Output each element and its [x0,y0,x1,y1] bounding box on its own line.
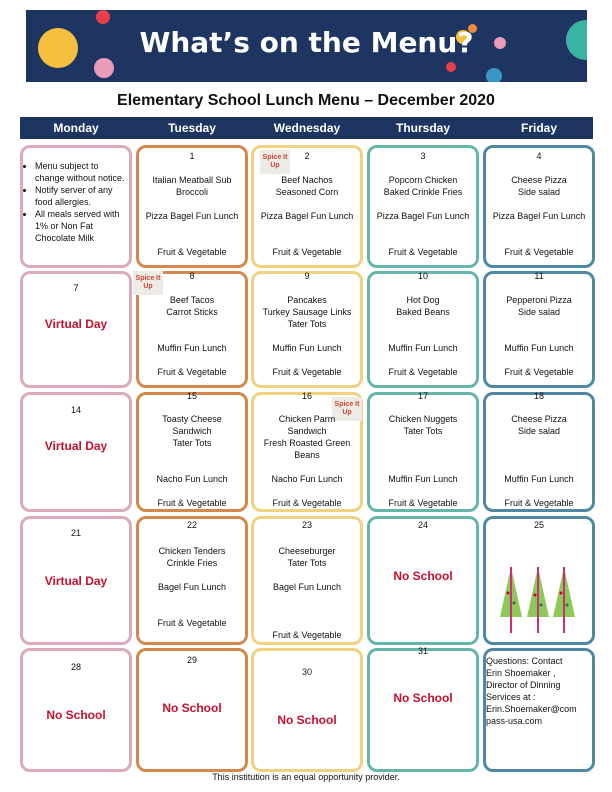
fruit-veg: Fruit & Vegetable [388,247,458,257]
day-cell [483,145,595,268]
contact-line: Director of Dinning [486,680,561,690]
entree: Cheese Pizza [511,175,567,185]
date-number: 17 [417,391,428,401]
entree: Cheeseburger [278,546,336,556]
side: Beans [294,450,320,460]
no-school-label: No School [277,713,337,727]
entree: Sandwich [287,426,327,436]
fruit-veg: Fruit & Vegetable [157,618,227,628]
entree: Pepperoni Pizza [506,295,572,305]
date-number: 18 [533,391,544,401]
day-cell [483,271,595,388]
side: Tater Tots [287,558,327,568]
date-number: 3 [420,151,426,161]
day-cell [20,516,132,645]
date-number: 21 [70,528,81,538]
fun-lunch: Muffin Fun Lunch [504,343,574,353]
fruit-veg: Fruit & Vegetable [504,367,574,377]
fun-lunch: Pizza Bagel Fun Lunch [492,211,586,221]
notes-list [23,160,129,244]
fun-lunch: Pizza Bagel Fun Lunch [145,211,239,221]
side: Side salad [517,307,561,317]
side: Turkey Sausage Links [262,307,352,317]
decor-dot [94,58,114,78]
day-cell [367,648,479,772]
day-cell [367,392,479,512]
date-number: 25 [533,520,544,530]
fruit-veg: Fruit & Vegetable [272,367,342,377]
footer-note: This institution is an equal opportunity provider. [212,772,400,782]
date-number: 16 [301,391,312,401]
day-friday: Friday [520,121,557,135]
date-number: 24 [417,520,428,530]
fun-lunch: Pizza Bagel Fun Lunch [260,211,354,221]
day-cell [136,145,248,268]
day-cell [251,392,363,512]
date-number: 28 [70,662,81,672]
date-number: 2 [304,151,310,161]
day-cell [136,516,248,645]
spice-it-up-badge: Spice It Up [260,150,290,174]
side: Seasoned Corn [275,187,339,197]
entree: Cheese Pizza [511,414,567,424]
day-cell [251,271,363,388]
spice-it-up-badge: Spice It Up [332,397,362,421]
date-number: 30 [301,667,312,677]
fun-lunch: Nacho Fun Lunch [271,474,343,484]
day-wednesday: Wednesday [273,121,341,135]
fun-lunch: Bagel Fun Lunch [157,582,227,592]
note-item: • Notify server of any food allergies. [35,184,129,208]
no-school-label: No School [46,708,106,722]
no-school-label: No School [393,691,453,705]
fun-lunch: Muffin Fun Lunch [388,474,458,484]
contact-line: Questions: Contact [486,656,563,666]
note-item: • Menu subject to change without notice. [35,160,129,184]
fruit-veg: Fruit & Vegetable [272,630,342,640]
side: Side salad [517,187,561,197]
christmas-trees-image [498,563,578,635]
side: Baked Crinkle Fries [383,187,463,197]
entree: Chicken Tenders [158,546,226,556]
date-number: 8 [189,271,195,281]
date-number: 31 [417,646,428,656]
side: Fresh Roasted Green [263,438,351,448]
weekday-header [20,117,593,139]
day-cell [20,392,132,512]
no-school-label: No School [162,701,222,715]
date-number: 10 [417,271,428,281]
day-cell [136,392,248,512]
day-cell [367,271,479,388]
contact-info [486,651,592,727]
day-thursday: Thursday [395,121,450,135]
entree: Hot Dog [406,295,440,305]
side: Tater Tots [287,319,327,329]
entree: Italian Meatball Sub [152,175,232,185]
fruit-veg: Fruit & Vegetable [272,247,342,257]
entree: Popcorn Chicken [388,175,458,185]
side: Broccoli [175,187,208,197]
date-number: 14 [70,405,81,415]
decor-dot [486,68,502,82]
virtual-day-label: Virtual Day [44,439,108,453]
date-number: 22 [186,520,197,530]
entree: Sandwich [172,426,212,436]
side: Carrot Sticks [166,307,218,317]
fun-lunch: Muffin Fun Lunch [504,474,574,484]
fruit-veg: Fruit & Vegetable [157,367,227,377]
decor-dot [96,10,110,24]
tree-icon [500,567,522,633]
day-monday: Monday [53,121,99,135]
tree-icon [527,567,549,633]
virtual-day-label: Virtual Day [44,574,108,588]
side: Tater Tots [403,426,443,436]
entree: Beef Tacos [169,295,215,305]
fun-lunch: Bagel Fun Lunch [272,582,342,592]
contact-email[interactable]: pass-usa.com [486,716,543,726]
date-number: 11 [534,271,544,281]
entree: Beef Nachos [281,175,333,185]
no-school-label: No School [393,569,453,583]
banner [26,10,587,82]
contact-cell [483,648,595,772]
date-number: 15 [186,391,197,401]
fruit-veg: Fruit & Vegetable [388,498,458,508]
note-item: • All meals served with 1% or Non Fat Chocolate Milk [35,208,129,244]
spice-it-up-badge: Spice It Up [133,271,163,295]
side: Crinkle Fries [166,558,218,568]
virtual-day-label: Virtual Day [44,317,108,331]
fruit-veg: Fruit & Vegetable [504,498,574,508]
day-cell [136,271,248,388]
contact-line: Erin Shoemaker , [486,668,556,678]
side: Side salad [517,426,561,436]
decor-dot [446,62,456,72]
day-cell [136,648,248,772]
day-cell [367,145,479,268]
fun-lunch: Muffin Fun Lunch [157,343,227,353]
fun-lunch: Muffin Fun Lunch [388,343,458,353]
contact-line: Services at : [486,692,536,702]
side: Baked Beans [396,307,450,317]
entree: Chicken Nuggets [388,414,458,424]
day-cell [251,145,363,268]
fruit-veg: Fruit & Vegetable [272,498,342,508]
day-cell [483,392,595,512]
date-number: 7 [73,283,79,293]
day-cell [251,648,363,772]
entree: Chicken Parm [278,414,336,424]
banner-title: What’s on the Menu? [139,26,474,59]
fruit-veg: Fruit & Vegetable [388,367,458,377]
day-tuesday: Tuesday [168,121,216,135]
fruit-veg: Fruit & Vegetable [157,247,227,257]
day-cell [251,516,363,645]
page-title: Elementary School Lunch Menu – December 2020 [117,92,495,109]
fruit-veg: Fruit & Vegetable [157,498,227,508]
day-cell [20,648,132,772]
day-cell [483,516,595,645]
date-number: 29 [186,655,197,665]
tree-icon [553,567,575,633]
date-number: 9 [304,271,310,281]
date-number: 23 [301,520,312,530]
fun-lunch: Muffin Fun Lunch [272,343,342,353]
entree: Toasty Cheese [162,414,222,424]
fruit-veg: Fruit & Vegetable [504,247,574,257]
fun-lunch: Nacho Fun Lunch [156,474,228,484]
date-number: 4 [536,151,542,161]
side: Tater Tots [172,438,212,448]
entree: Pancakes [287,295,327,305]
date-number: 1 [189,151,195,161]
contact-email[interactable]: Erin.Shoemaker@com [486,704,577,714]
notes-cell [20,145,132,268]
day-cell [367,516,479,645]
fun-lunch: Pizza Bagel Fun Lunch [376,211,470,221]
day-cell [20,271,132,388]
